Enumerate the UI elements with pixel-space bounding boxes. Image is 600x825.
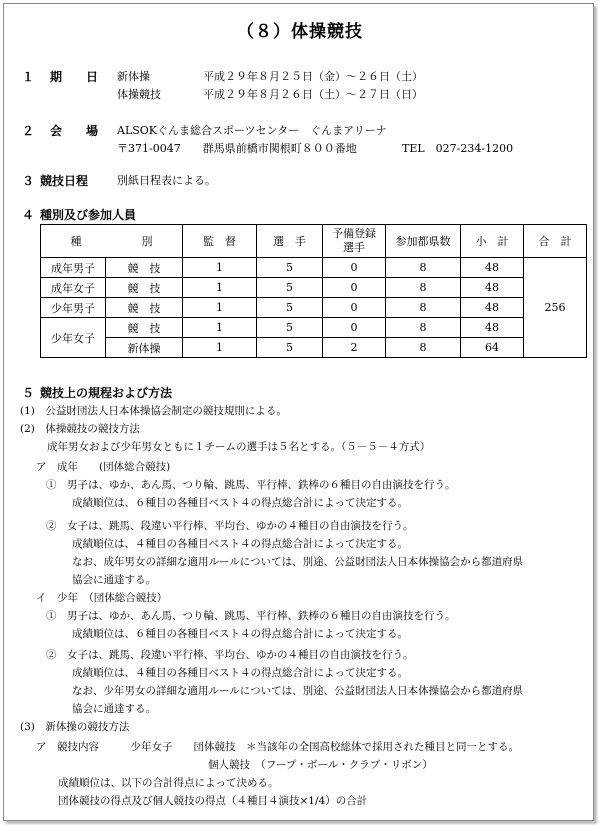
cell-event: 新体操 xyxy=(106,338,183,358)
cell-kantoku: 1 xyxy=(183,278,257,298)
s1-label-b: 日 xyxy=(86,70,99,84)
s3-number: ３ xyxy=(22,174,35,188)
header-shubetsu-b: 別 xyxy=(141,235,153,248)
cell-sub: 48 xyxy=(461,278,524,298)
rule-line: ① 男子は、ゆか、あん馬、つり輪、跳馬、平行棒、鉄棒の６種目の自由演技を行う。 xyxy=(46,479,456,491)
rule-line: 成年男女および少年男女ともに１チームの選手は５名とする。（５－５－４方式） xyxy=(47,441,431,453)
rule-line: 成績順位は、４種目の各種目ベスト４の得点総合計によって決定する。 xyxy=(72,667,408,679)
cell-ken: 8 xyxy=(386,298,461,318)
cell-senshu: 5 xyxy=(257,298,323,318)
s1-event-1: 新体操 xyxy=(117,70,150,83)
cell-senshu: 5 xyxy=(257,318,323,338)
cell-ken: 8 xyxy=(386,318,461,338)
s2-label-a: 会 xyxy=(50,124,63,138)
cell-kantoku: 1 xyxy=(183,318,257,338)
table-row xyxy=(41,258,587,278)
cell-total: 256 xyxy=(524,258,587,358)
cell-cat: 成年女子 xyxy=(41,278,106,298)
cell-senshu: 5 xyxy=(257,278,323,298)
rule-line: 団体競技の得点及び個人競技の得点（４種目４演技×1/4）の合計 xyxy=(58,795,368,807)
s4-number: ４ xyxy=(22,208,35,222)
s1-event-2: 体操競技 xyxy=(117,88,161,101)
rule-line: 協会に通達する。 xyxy=(72,703,156,715)
rule-line: ア 成年 (団体総合競技) xyxy=(36,461,171,473)
rule-line: ② 女子は、跳馬、段違い平行棒、平均台、ゆかの４種目の自由演技を行う。 xyxy=(46,520,414,532)
rule-line: (3) 新体操の競技方法 xyxy=(20,721,130,733)
rule-line: 個人競技 （フープ・ボール・クラブ・リボン） xyxy=(208,759,433,771)
table-row xyxy=(41,278,587,298)
s5-label: 競技上の規程および方法 xyxy=(40,386,173,400)
cell-senshu: 5 xyxy=(257,258,323,278)
cell-kantoku: 1 xyxy=(183,258,257,278)
rule-line: 成績順位は、６種目の各種目ベスト４の得点総合計によって決定する。 xyxy=(72,497,408,509)
header-gokei: 合 計 xyxy=(524,225,587,258)
cell-yobi: 0 xyxy=(323,298,386,318)
header-senshu: 選 手 xyxy=(257,225,323,258)
rule-line: 成績順位は、以下の合計得点によって決める。 xyxy=(58,777,279,789)
cell-yobi: 0 xyxy=(323,258,386,278)
cell-sub: 48 xyxy=(461,298,524,318)
cell-ken: 8 xyxy=(386,338,461,358)
table-row xyxy=(41,318,587,338)
table-header-row xyxy=(41,225,587,258)
cell-sub: 48 xyxy=(461,318,524,338)
cell-cat: 成年男子 xyxy=(41,258,106,278)
header-kantoku: 監 督 xyxy=(183,225,257,258)
cell-event: 競 技 xyxy=(106,278,183,298)
cell-cat: 少年女子 xyxy=(41,318,106,358)
rule-line: なお、少年男女の詳細な適用ルールについては、別途、公益財団法人日本体操協会から都道府県 xyxy=(72,685,524,697)
cell-kantoku: 1 xyxy=(183,298,257,318)
rule-line: ア 競技内容 少年女子 団体競技 ＊当該年の全国高校総体で採用された種目と同一とする。 xyxy=(36,741,519,753)
header-yobi-b: 選手 xyxy=(343,241,365,254)
header-yobi-a: 予備登録 xyxy=(332,227,376,240)
s2-label-b: 場 xyxy=(86,124,99,138)
header-kenkazu: 参加都県数 xyxy=(386,225,461,258)
cell-cat: 少年男子 xyxy=(41,298,106,318)
table-row xyxy=(41,298,587,318)
s5-number: ５ xyxy=(22,386,35,400)
header-shokei: 小 計 xyxy=(461,225,524,258)
rule-line: ① 男子は、ゆか、あん馬、つり輪、跳馬、平行棒、鉄棒の６種目の自由演技を行う。 xyxy=(46,610,456,622)
rule-line: 協会に通達する。 xyxy=(72,574,156,586)
s1-date-1: 平成２９年８月２５日（金）～２６日（土） xyxy=(203,70,423,83)
s2-address: 〒371-0047 群馬県前橋市関根町８００番地 xyxy=(117,142,357,155)
cell-ken: 8 xyxy=(386,278,461,298)
cell-senshu: 5 xyxy=(257,338,323,358)
s3-label: 競技日程 xyxy=(40,174,89,188)
s3-text: 別紙日程表による。 xyxy=(117,174,216,187)
s2-number: ２ xyxy=(22,124,35,138)
page-title: （８）体操競技 xyxy=(237,22,363,42)
cell-yobi: 0 xyxy=(323,318,386,338)
rule-line: (1) 公益財団法人日本体操協会制定の競技規則による。 xyxy=(20,405,287,417)
s1-date-2: 平成２９年８月２６日（土）～２７日（日） xyxy=(203,88,423,101)
header-shubetsu xyxy=(41,225,183,258)
cell-event: 競 技 xyxy=(106,318,183,338)
s2-tel: TEL 027-234-1200 xyxy=(402,142,514,155)
participants-table xyxy=(40,224,587,358)
cell-yobi: 0 xyxy=(323,278,386,298)
rule-line: 成績順位は、４種目の各種目ベスト４の得点総合計によって決定する。 xyxy=(72,538,408,550)
s4-label: 種別及び参加人員 xyxy=(40,208,137,222)
cell-sub: 64 xyxy=(461,338,524,358)
rule-line: なお、成年男女の詳細な適用ルールについては、別途、公益財団法人日本体操協会から都道府県 xyxy=(72,556,524,568)
s2-venue: ALSOKぐんま総合スポーツセンター ぐんまアリーナ xyxy=(117,124,387,137)
rule-line: (2) 体操競技の競技方法 xyxy=(20,423,140,435)
rule-line: 成績順位は、６種目の各種目ベスト４の得点総合計によって決定する。 xyxy=(72,628,408,640)
cell-yobi: 2 xyxy=(323,338,386,358)
cell-event: 競 技 xyxy=(106,258,183,278)
s1-number: １ xyxy=(22,70,35,84)
s1-label-a: 期 xyxy=(50,70,63,84)
rule-line: ② 女子は、跳馬、段違い平行棒、平均台、ゆかの４種目の自由演技を行う。 xyxy=(46,649,414,661)
cell-kantoku: 1 xyxy=(183,338,257,358)
cell-event: 競 技 xyxy=(106,298,183,318)
table-row xyxy=(41,338,587,358)
header-shubetsu-a: 種 xyxy=(70,235,82,248)
cell-ken: 8 xyxy=(386,258,461,278)
header-yobi xyxy=(323,225,386,258)
cell-sub: 48 xyxy=(461,258,524,278)
rule-line: イ 少年 （団体総合競技） xyxy=(36,592,168,604)
